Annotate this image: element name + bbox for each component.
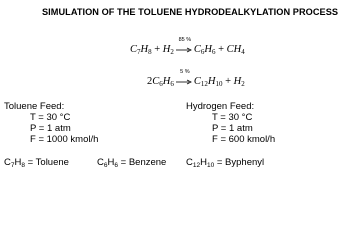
hydrogen-feed-pressure: P = 1 atm bbox=[212, 123, 253, 134]
legend-toluene-label: = Toluene bbox=[25, 157, 69, 168]
legend-biphenyl: $C_{12}H_{10}$ = Byphenyl bbox=[186, 157, 265, 169]
legend-toluene: $C_7H_8$ = Toluene bbox=[4, 157, 69, 169]
reaction-arrow bbox=[176, 69, 192, 85]
toluene-feed-heading: Toluene Feed: bbox=[4, 101, 65, 112]
toluene-feed-temperature: T = 30 °C bbox=[30, 112, 71, 123]
reaction-biphenyl-formation: $2C_6H_6$ 5 % $C_{12}H_{10} + H_2$ bbox=[147, 69, 245, 88]
hydrogen-feed-temperature: T = 30 °C bbox=[212, 112, 253, 123]
legend-benzene: $C_6H_6$ = Benzene bbox=[97, 157, 167, 169]
hydrogen-feed-heading: Hydrogen Feed: bbox=[186, 101, 255, 112]
toluene-feed-flow: F = 1000 kmol/h bbox=[30, 134, 99, 145]
reaction-arrow bbox=[176, 37, 192, 53]
legend-benzene-label: = Benzene bbox=[118, 157, 167, 168]
reaction1-conversion: 85 % bbox=[178, 37, 192, 43]
reaction-hydrodealkylation: $C_7H_8 + H_2$ 85 % $C_6H_6 + CH_4$ bbox=[130, 37, 245, 56]
document-title: SIMULATION OF THE TOLUENE HYDRODEALKYLATION PROCESS bbox=[42, 7, 339, 17]
toluene-feed-pressure: P = 1 atm bbox=[30, 123, 71, 134]
reaction2-conversion: 5 % bbox=[180, 69, 190, 75]
hydrogen-feed-flow: F = 600 kmol/h bbox=[212, 134, 276, 145]
legend-biphenyl-label: = Byphenyl bbox=[214, 157, 265, 168]
